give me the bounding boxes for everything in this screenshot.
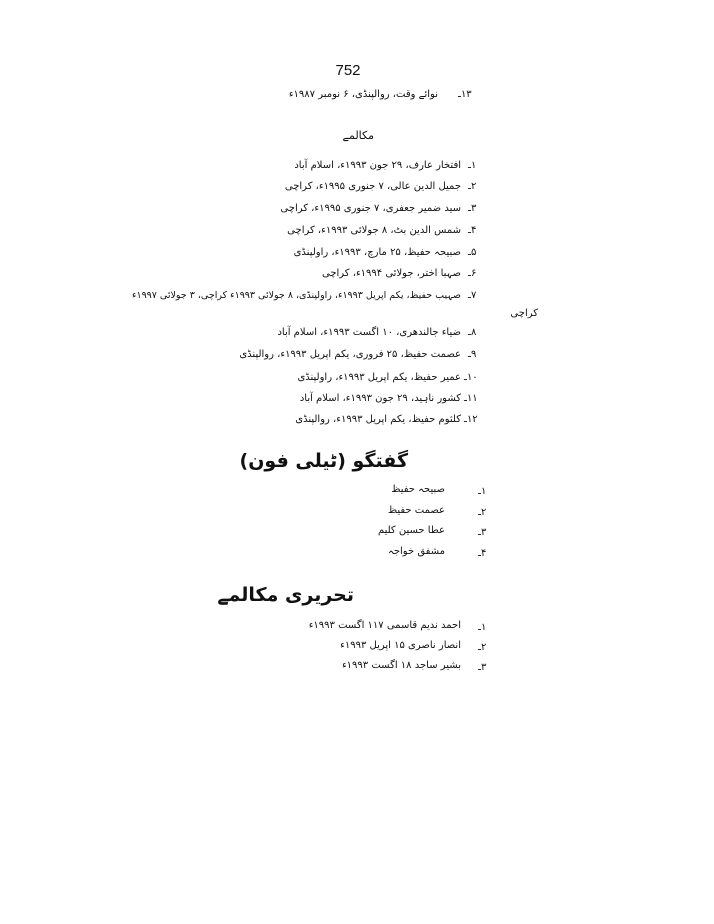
item-number: ۱ـ (478, 486, 487, 497)
entry-text: کلثوم حفیظ، یکم اپریل ۱۹۹۳ء، روالپنڈی (295, 414, 461, 425)
item-number: ۲ـ (478, 642, 487, 653)
item-number: ۱۲ـ (464, 414, 478, 425)
item-number: ۱۱ـ (464, 393, 478, 404)
entry-text: عطا حسین کلیم (377, 525, 445, 536)
item-number: ۲ـ (468, 181, 477, 192)
entry-text: صبیحہ حفیظ، ۲۵ مارچ، ۱۹۹۳ء، راولپنڈی (293, 247, 461, 258)
entry-text: بشیر ساجد ۱۸ اگست ۱۹۹۳ء (341, 660, 461, 671)
item-number: ۴ـ (478, 548, 487, 559)
entry-text: افتخار عارف، ۲۹ جون ۱۹۹۳ء، اسلام آباد (294, 160, 461, 171)
item-number: ۸ـ (468, 327, 477, 338)
entry-text: مشفق خواجہ (387, 546, 445, 557)
entry-text: صبیحہ حفیظ (391, 484, 445, 495)
entry-text: صہبا اختر، جولائی ۱۹۹۴ء، کراچی (321, 268, 461, 279)
entry-text: عصمت حفیظ (387, 505, 445, 516)
item-number: ۴ـ (468, 225, 477, 236)
section-heading-phone: گفتگو (ٹیلی فون) (239, 450, 408, 472)
section-heading-interviews: مکالمے (342, 129, 374, 142)
entry-text: صہیب حفیظ، یکم اپریل ۱۹۹۳ء، راولپنڈی، ۸ جولائی ۱۹۹۳ء کراچی، ۳ جولائی ۱۹۹۷ء (132, 290, 461, 301)
entry-text: عمیر حفیظ، یکم اپریل ۱۹۹۳ء، راولپنڈی (297, 372, 461, 383)
entry-text: شمس الدین بٹ، ۸ جولائی ۱۹۹۳ء، کراچی (287, 225, 461, 236)
item-number: ۷ـ (468, 290, 477, 301)
entry-continuation: کراچی (510, 308, 538, 319)
item-number: ۲ـ (478, 507, 487, 518)
section-heading-written: تحریری مکالمے (217, 584, 354, 606)
entry-text: سید ضمیر جعفری، ۷ جنوری ۱۹۹۵ء، کراچی (280, 203, 461, 214)
entry-text: جمیل الدین عالی، ۷ جنوری ۱۹۹۵ء، کراچی (284, 181, 461, 192)
entry-text: انصار ناصری ۱۵ اپریل ۱۹۹۳ء (340, 640, 461, 651)
item-number: ۳ـ (478, 662, 487, 673)
entry-text: ضیاء جالندھری، ۱۰ اگست ۱۹۹۳ء، اسلام آباد (277, 327, 461, 338)
item-number: ۱۳ـ (458, 89, 472, 100)
item-number: ۱۰ـ (464, 372, 478, 383)
entry-text: احمد ندیم قاسمی ۱۱۷ اگست ۱۹۹۳ء (308, 620, 461, 631)
entry-text: نوائے وقت، روالپنڈی، ۶ نومبر ۱۹۸۷ء (288, 89, 438, 100)
item-number: ۱ـ (468, 160, 477, 171)
page-number: 752 (335, 62, 361, 79)
item-number: ۱ـ (478, 622, 487, 633)
item-number: ۶ـ (468, 268, 477, 279)
entry-text: عصمت حفیظ، ۲۵ فروری، یکم اپریل ۱۹۹۳ء، روالپنڈی (239, 349, 461, 360)
item-number: ۹ـ (468, 349, 477, 360)
item-number: ۵ـ (468, 247, 477, 258)
entry-text: کشور ناہید، ۲۹ جون ۱۹۹۳ء، اسلام آباد (299, 393, 461, 404)
item-number: ۳ـ (468, 203, 477, 214)
item-number: ۳ـ (478, 527, 487, 538)
